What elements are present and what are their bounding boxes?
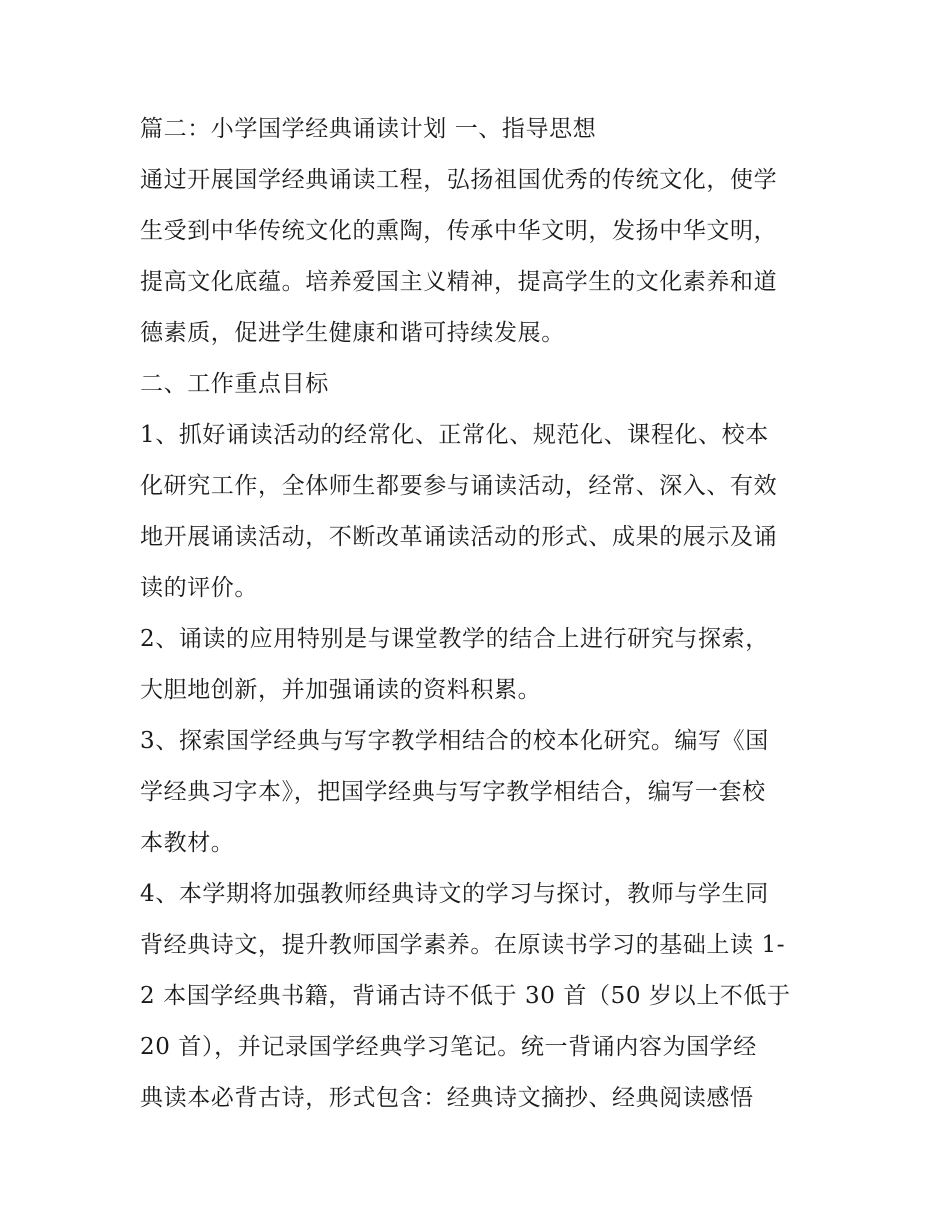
text-line: 德素质，促进学生健康和谐可持续发展。 xyxy=(140,320,565,346)
document-body xyxy=(140,104,820,1124)
text-line: 学经典习字本》，把国学经典与写字教学相结合，编写一套校 xyxy=(140,779,766,805)
text-line: 生受到中华传统文化的熏陶，传承中华文明，发扬中华文明， xyxy=(140,218,778,244)
text-line: 大胆地创新，并加强诵读的资料积累。 xyxy=(140,677,542,703)
text-line: 3、探索国学经典与写字教学相结合的校本化研究。编写《国 xyxy=(140,728,769,754)
text-line: 化研究工作，全体师生都要参与诵读活动，经常、深入、有效 xyxy=(140,473,778,499)
heading-line: 篇二：小学国学经典诵读计划 一、指导思想 xyxy=(140,116,597,142)
text-line: 本教材。 xyxy=(140,830,235,856)
text-line: 提高文化底蕴。培养爱国主义精神，提高学生的文化素养和道 xyxy=(140,269,778,295)
section-heading: 二、工作重点目标 xyxy=(140,371,329,397)
text-line: 地开展诵读活动，不断改革诵读活动的形式、成果的展示及诵 xyxy=(140,524,778,550)
text-line: 1、抓好诵读活动的经常化、正常化、规范化、课程化、校本 xyxy=(140,422,769,448)
text-line: 2、诵读的应用特别是与课堂教学的结合上进行研究与探索， xyxy=(140,626,769,652)
text-line: 2 本国学经典书籍，背诵古诗不低于 30 首（50 岁以上不低于 xyxy=(140,983,791,1009)
text-line: 背经典诗文，提升教师国学素养。在原读书学习的基础上读 1- xyxy=(140,932,786,958)
text-line: 20 首），并记录国学经典学习笔记。统一背诵内容为国学经 xyxy=(140,1034,757,1060)
text-line: 典读本必背古诗，形式包含：经典诗文摘抄、经典阅读感悟 xyxy=(140,1085,754,1111)
text-line: 读的评价。 xyxy=(140,575,258,601)
text-line: 通过开展国学经典诵读工程，弘扬祖国优秀的传统文化，使学 xyxy=(140,167,778,193)
text-line: 4、本学期将加强教师经典诗文的学习与探讨，教师与学生同 xyxy=(140,881,769,907)
